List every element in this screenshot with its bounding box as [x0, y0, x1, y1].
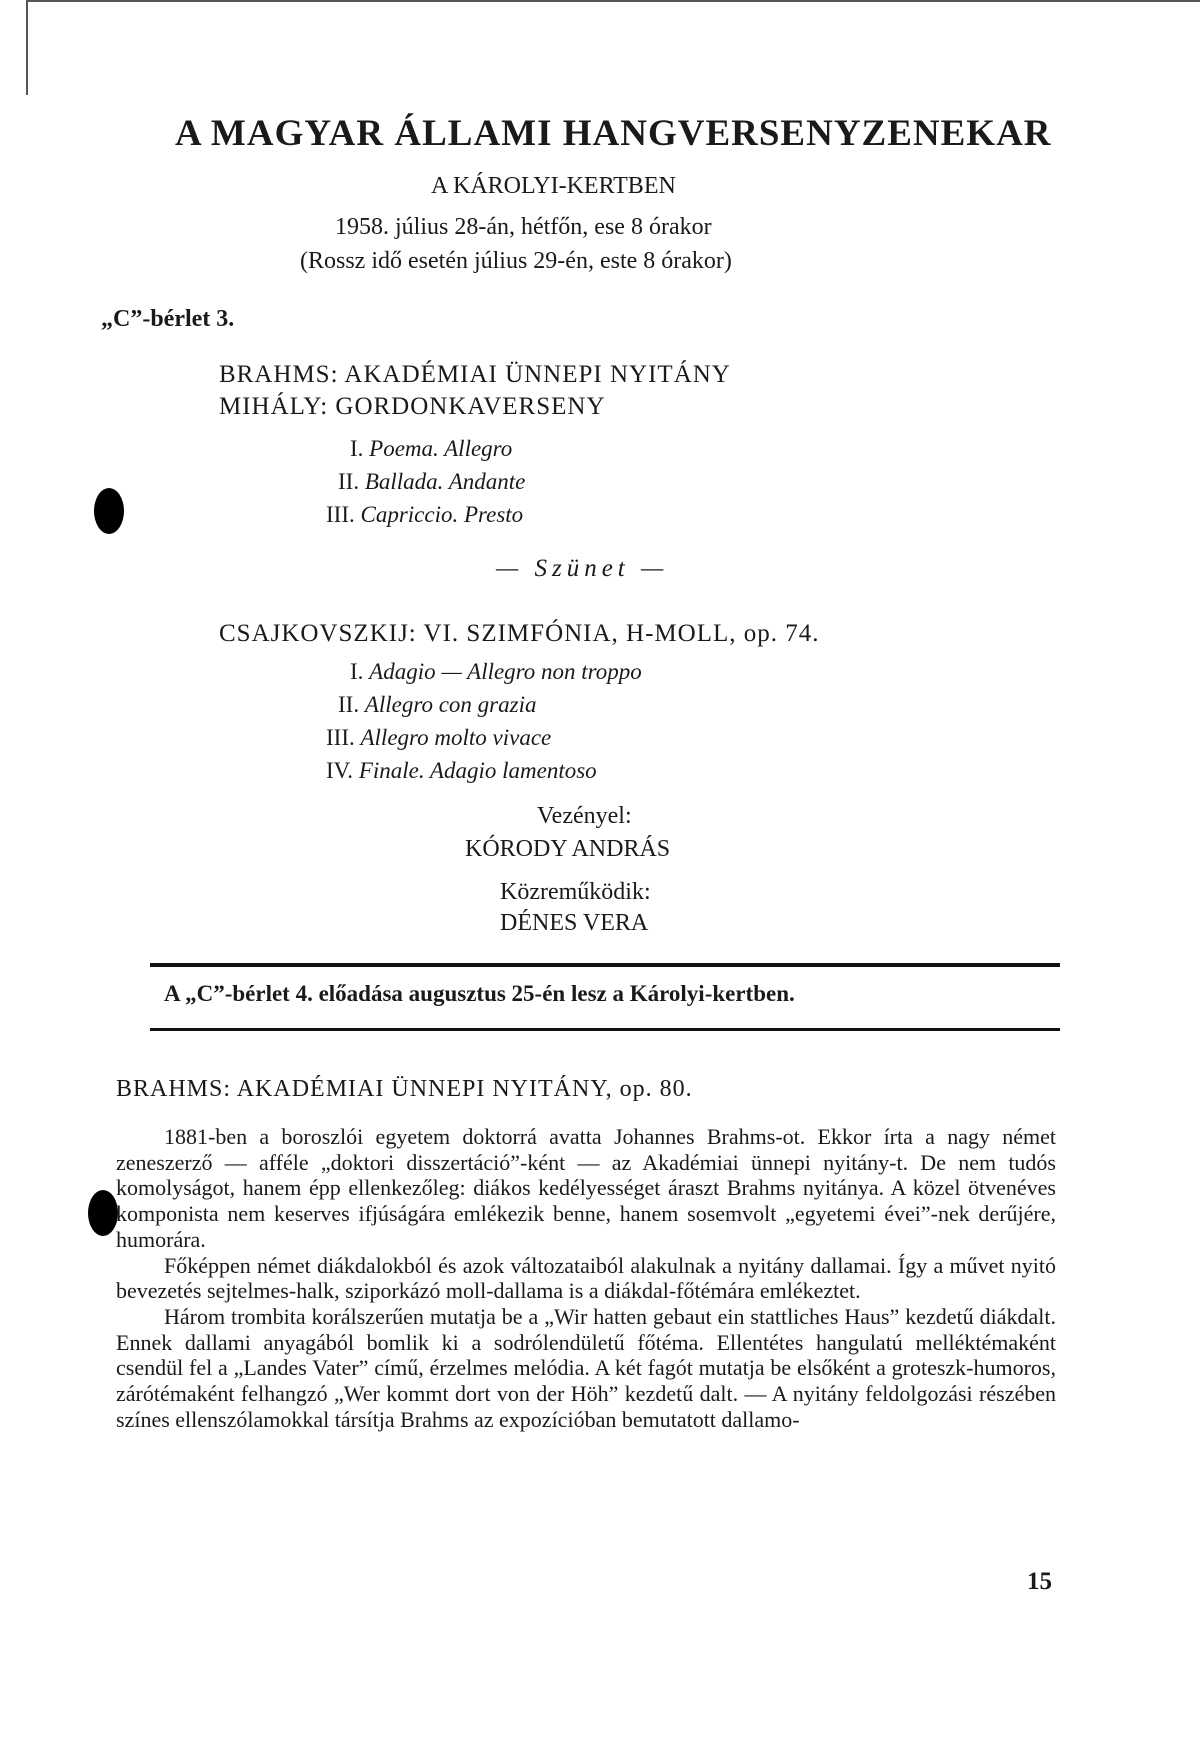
venue: A KÁROLYI-KERTBEN — [431, 173, 676, 199]
top-edge-line — [26, 0, 1200, 2]
movement-title: Ballada. Andante — [364, 469, 526, 494]
movement-number: I. — [350, 436, 364, 461]
intermission: — Szünet — — [496, 555, 669, 582]
article-body — [116, 1124, 1056, 1432]
movement-item — [338, 692, 536, 718]
movement-title: Allegro molto vivace — [360, 725, 552, 750]
conductor-label: Vezényel: — [537, 803, 632, 829]
movement-number: II. — [338, 692, 360, 717]
movement-item — [338, 469, 525, 495]
divider-bottom — [150, 1028, 1060, 1031]
movement-title: Capriccio. Presto — [360, 502, 524, 527]
divider-top — [150, 963, 1060, 967]
page-number: 15 — [1027, 1568, 1052, 1595]
article-paragraph: Főképpen német diákdalokból és azok változataiból alakulnak a nyitány dallamai. Így a művet nyitó bevezetés sejtelmes-halk, sziporkázó moll-dallama is a diákdal-főtémára emlékeztet. — [116, 1252, 1056, 1304]
movement-number: III. — [326, 502, 355, 527]
movement-item — [326, 758, 597, 784]
soloist-name: DÉNES VERA — [500, 910, 649, 936]
movement-item — [326, 725, 551, 751]
movement-title: Allegro con grazia — [364, 692, 537, 717]
movement-item — [326, 502, 523, 528]
conductor-name: KÓRODY ANDRÁS — [465, 836, 671, 862]
article-heading: BRAHMS: AKADÉMIAI ÜNNEPI NYITÁNY, op. 80. — [116, 1076, 693, 1102]
program-piece-3: CSAJKOVSZKIJ: VI. SZIMFÓNIA, H-MOLL, op. 74. — [219, 620, 820, 647]
left-edge-line — [26, 0, 28, 95]
next-concert-notice: A „C”-bérlet 4. előadása augusztus 25-én lesz a Károlyi-kertben. — [164, 981, 795, 1006]
concert-title: A MAGYAR ÁLLAMI HANGVERSENYZENEKAR — [175, 113, 1052, 154]
article-paragraph: Három trombita korálszerűen mutatja be a „Wir hatten gebaut ein stattliches Haus” kezdetű diákdalt. Ennek dallami anyagából bomlik ki a sodrólendületű főtéma. Ellentétes hangulatú melléktémaként csendül fel a „Landes Vater” című, érzelmes melódia. A két fagót mutatja be elsőként a groteszk-humoros, zárótémaként felhangzó „Wer kommt dort von der Höh” kezdetű dalt. — A nyitány feldolgozási részében színes ellenszólamokkal társítja Brahms az expozícióban bemutatott dallamo- — [116, 1303, 1056, 1432]
movement-number: I. — [350, 659, 364, 684]
movement-title: Poema. Allegro — [369, 436, 513, 461]
movement-item — [350, 436, 512, 462]
concert-date: 1958. július 28-án, hétfőn, ese 8 órakor — [335, 214, 712, 240]
movement-item — [350, 659, 642, 685]
movement-title: Adagio — Allegro non troppo — [369, 659, 642, 684]
movement-title: Finale. Adagio lamentoso — [358, 758, 597, 783]
program-piece-1: BRAHMS: AKADÉMIAI ÜNNEPI NYITÁNY — [219, 361, 731, 388]
rain-date: (Rossz idő esetén július 29-én, este 8 órakor) — [300, 248, 732, 274]
punch-hole-mark — [94, 488, 124, 534]
subscription-label: „C”-bérlet 3. — [101, 306, 235, 332]
program-piece-2: MIHÁLY: GORDONKAVERSENY — [219, 393, 606, 420]
movement-number: II. — [338, 469, 360, 494]
movement-number: III. — [326, 725, 355, 750]
punch-hole-mark — [88, 1190, 118, 1236]
article-paragraph: 1881-ben a boroszlói egyetem doktorrá avatta Johannes Brahms-ot. Ekkor írta a nagy német zeneszerző — afféle „doktori disszertáció”-ként — az Akadémiai ünnepi nyitány-t. De nem tudós komolyságot, hanem épp ellenkezőleg: diákos kedélyességet áraszt Brahms nyitánya. A közel ötvenéves komponista nem keserves ifjúságára emlékezik benne, hanem sosemvolt „egyetemi évei”-nek derűjére, humorára. — [116, 1124, 1056, 1252]
soloist-label: Közreműködik: — [500, 879, 651, 905]
movement-number: IV. — [326, 758, 354, 783]
